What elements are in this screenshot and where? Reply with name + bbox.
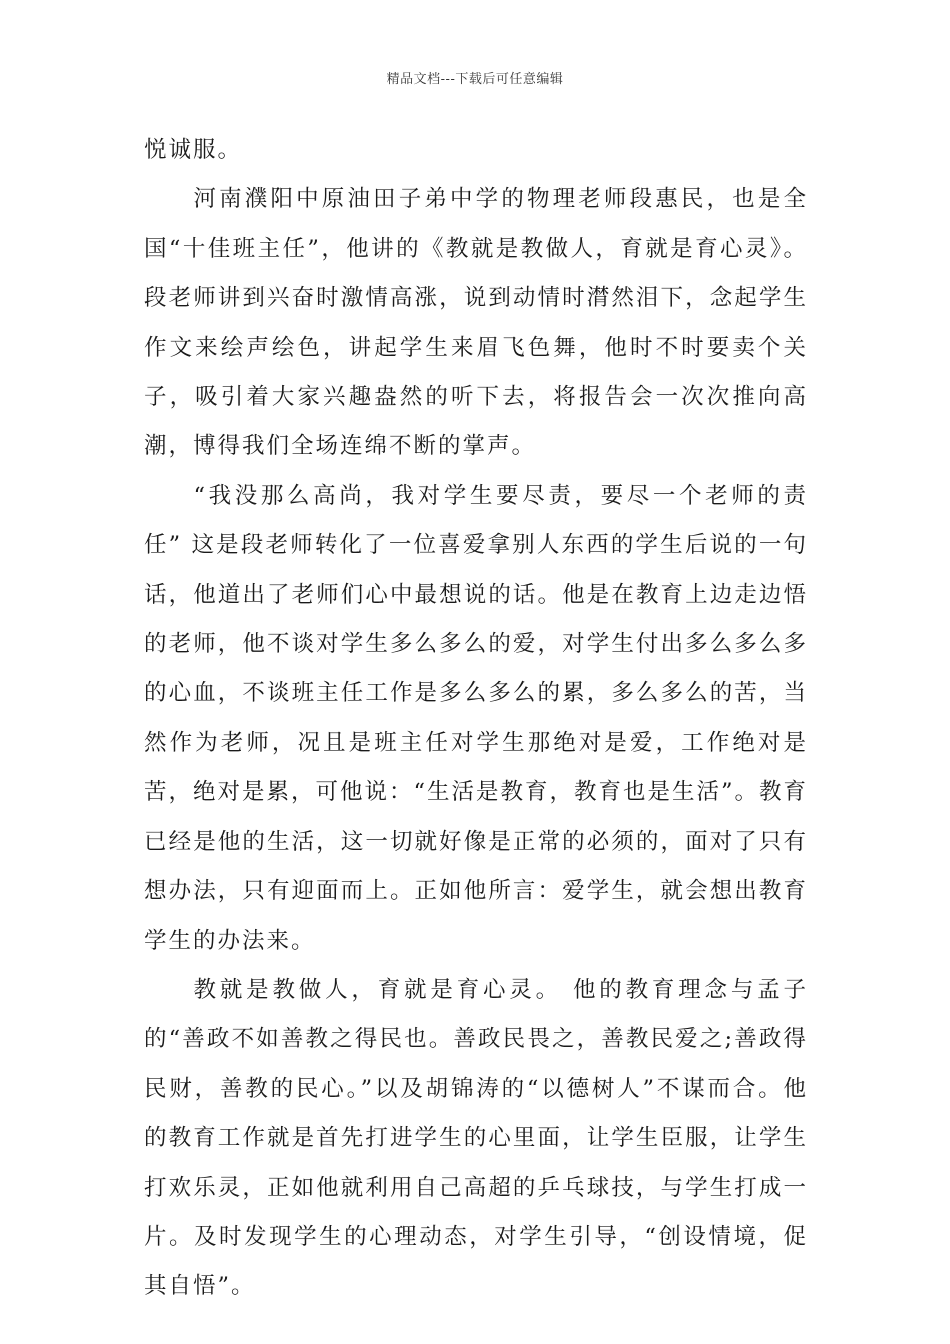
paragraph-responsibility-quote: “我没那么高尚，我对学生要尽责，要尽一个老师的责任” 这是段老师转化了一位喜爱拿别人东西的学生后说的一句话，他道出了老师们心中最想说的话。他是在教育上边走边悟的老师，他不谈对学生多么多么的爱，对学生付出多么多么多的心血，不谈班主任工作是多么多么的累，多么多么的苦，当然作为老师，况且是班主任对学生那绝对是爱，工作绝对是苦，绝对是累，可他说：“生活是教育，教育也是生活”。教育已经是他的生活，这一切就好像是正常的必须的，面对了只有想办法，只有迎面而上。正如他所言：爱学生，就会想出教育学生的办法来。: [144, 482, 809, 954]
paragraph-duan-huimin-intro: 河南濮阳中原油田子弟中学的物理老师段惠民，也是全国“十佳班主任”，他讲的《教就是教做人，育就是育心灵》。段老师讲到兴奋时激情高涨，说到动情时潸然泪下，念起学生作文来绘声绘色，讲起学生来眉飞色舞，他时不时要卖个关子，吸引着大家兴趣盎然的听下去，将报告会一次次推向高潮，博得我们全场连绵不断的掌声。: [144, 186, 808, 460]
page-header: 精品文档---下载后可任意编辑: [386, 72, 564, 87]
document-body: [144, 126, 808, 1312]
paragraph-education-philosophy: 教就是教做人，育就是育心灵。 他的教育理念与孟子的“善政不如善教之得民也。善政民畏之，善教民爱之;善政得民财，善教的民心。”以及胡锦涛的“以德树人”不谋而合。他的教育工作就是首先打进学生的心里面，让学生臣服，让学生打欢乐灵，正如他就利用自己高超的乒乓球技，与学生打成一片。及时发现学生的心理动态，对学生引导，“创设情境，促其自悟”。: [144, 976, 808, 1300]
paragraph-continuation: 悦诚服。: [144, 137, 243, 163]
